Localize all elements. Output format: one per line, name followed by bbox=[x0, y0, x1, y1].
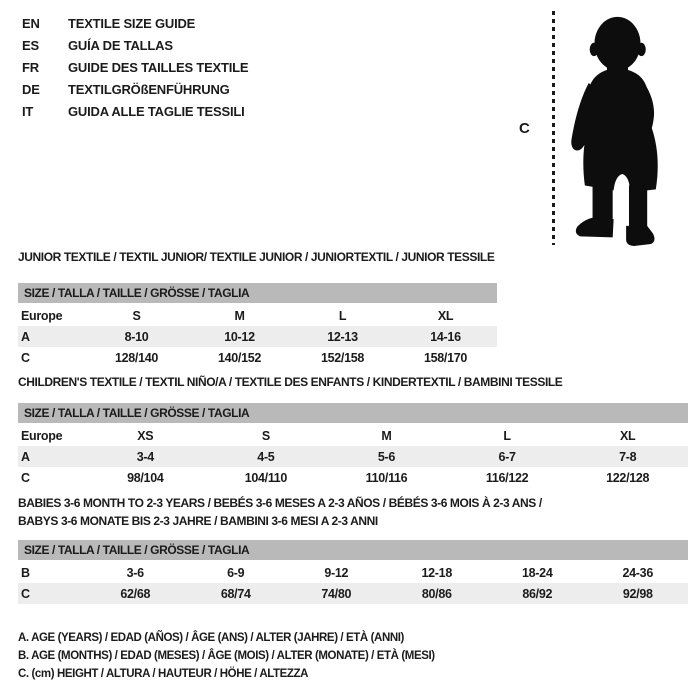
language-code: DE bbox=[22, 81, 40, 97]
table-cell: 140/152 bbox=[217, 350, 262, 365]
footnote-age-months: B. AGE (MONTHS) / EDAD (MESES) / ÂGE (MOIS) / ALTER (MONATE) / ETÀ (MESI) bbox=[18, 650, 435, 662]
table-cell: 10-12 bbox=[224, 329, 255, 344]
table-cell: 4-5 bbox=[257, 449, 275, 464]
table-cell: 9-12 bbox=[324, 565, 349, 580]
row-label: B bbox=[21, 565, 30, 580]
table-cell: L bbox=[338, 308, 347, 323]
babies-table-title-line1: BABIES 3-6 MONTH TO 2-3 YEARS / BEBÉS 3-6 MESES A 2-3 AÑOS / BÉBÉS 3-6 MOIS À 2-3 ANS / bbox=[18, 496, 542, 510]
table-cell: XL bbox=[437, 308, 454, 323]
table-cell: 6-9 bbox=[227, 565, 245, 580]
row-label: C bbox=[21, 586, 30, 601]
language-row-it bbox=[22, 100, 248, 122]
table-cell: 128/140 bbox=[114, 350, 159, 365]
language-code: ES bbox=[22, 37, 39, 53]
table-cell: S bbox=[132, 308, 141, 323]
junior-table-title: JUNIOR TEXTILE / TEXTIL JUNIOR/ TEXTILE JUNIOR / JUNIORTEXTIL / JUNIOR TESSILE bbox=[18, 250, 495, 264]
children-size-table bbox=[18, 403, 688, 488]
table-cell: M bbox=[234, 308, 245, 323]
table-cell: 8-10 bbox=[124, 329, 149, 344]
table-cell: 110/116 bbox=[365, 470, 408, 485]
size-header-bar: SIZE / TALLA / TAILLE / GRÖSSE / TAGLIA bbox=[18, 403, 688, 423]
language-title: TEXTILGRÖßENFÜHRUNG bbox=[68, 81, 230, 97]
footnote-height-cm: C. (cm) HEIGHT / ALTURA / HAUTEUR / HÖHE / ALTEZZA bbox=[18, 668, 309, 680]
size-header-bar: SIZE / TALLA / TAILLE / GRÖSSE / TAGLIA bbox=[18, 540, 688, 560]
row-label: C bbox=[21, 350, 30, 365]
table-cell: 12-13 bbox=[327, 329, 358, 344]
table-cell: 6-7 bbox=[498, 449, 516, 464]
junior-size-table bbox=[18, 283, 497, 368]
table-cell: 98/104 bbox=[127, 470, 164, 485]
row-label: C bbox=[21, 470, 30, 485]
table-cell: XL bbox=[619, 428, 636, 443]
row-label: Europe bbox=[21, 428, 63, 443]
row-label: A bbox=[21, 449, 30, 464]
size-header-bar: SIZE / TALLA / TAILLE / GRÖSSE / TAGLIA bbox=[18, 283, 497, 303]
language-code: FR bbox=[22, 59, 39, 75]
table-cell: 104/110 bbox=[244, 470, 288, 485]
table-row-age-years bbox=[18, 326, 497, 347]
footnote-age-years: A. AGE (YEARS) / EDAD (AÑOS) / ÂGE (ANS) / ALTER (JAHRE) / ETÀ (ANNI) bbox=[18, 632, 404, 644]
language-title: GUIDA ALLE TAGLIE TESSILI bbox=[68, 103, 245, 119]
table-cell: 86/92 bbox=[522, 586, 553, 601]
table-cell: S bbox=[261, 428, 270, 443]
table-cell: 80/86 bbox=[421, 586, 452, 601]
babies-size-table bbox=[18, 540, 688, 604]
table-row-age-years bbox=[18, 446, 688, 467]
height-measure-label: C bbox=[519, 120, 530, 137]
table-cell: 74/80 bbox=[321, 586, 352, 601]
language-title: TEXTILE SIZE GUIDE bbox=[68, 15, 196, 31]
language-row-en bbox=[22, 12, 248, 34]
table-cell: 12-18 bbox=[421, 565, 452, 580]
language-code: EN bbox=[22, 15, 40, 31]
table-row-europe bbox=[18, 305, 497, 326]
table-row-height-cm bbox=[18, 467, 688, 488]
table-cell: 92/98 bbox=[622, 586, 653, 601]
row-label: Europe bbox=[21, 308, 63, 323]
table-cell: 116/122 bbox=[485, 470, 529, 485]
language-row-fr bbox=[22, 56, 248, 78]
table-row-height-cm bbox=[18, 347, 497, 368]
children-table-title: CHILDREN'S TEXTILE / TEXTIL NIÑO/A / TEXTILE DES ENFANTS / KINDERTEXTIL / BAMBINI TESSILE bbox=[18, 375, 563, 389]
table-cell: 122/128 bbox=[606, 470, 650, 485]
table-cell: XS bbox=[137, 428, 154, 443]
height-measure-dashed-line bbox=[552, 11, 555, 245]
table-cell: 14-16 bbox=[430, 329, 461, 344]
table-cell: 24-36 bbox=[622, 565, 653, 580]
language-code: IT bbox=[22, 103, 34, 119]
table-cell: 18-24 bbox=[522, 565, 553, 580]
table-cell: 152/158 bbox=[320, 350, 365, 365]
footnote-legend bbox=[18, 629, 435, 683]
table-cell: L bbox=[503, 428, 511, 443]
table-cell: M bbox=[381, 428, 392, 443]
table-cell: 5-6 bbox=[377, 449, 396, 464]
toddler-silhouette-image bbox=[559, 6, 698, 252]
language-row-de bbox=[22, 78, 248, 100]
table-row-age-months bbox=[18, 562, 688, 583]
table-cell: 7-8 bbox=[619, 449, 637, 464]
language-title: GUÍA DE TALLAS bbox=[68, 37, 173, 53]
language-row-es bbox=[22, 34, 248, 56]
table-row-europe bbox=[18, 425, 688, 446]
language-title: GUIDE DES TAILLES TEXTILE bbox=[68, 59, 249, 75]
babies-table-title-line2: BABYS 3-6 MONATE BIS 2-3 JAHRE / BAMBINI 3-6 MESI A 2-3 ANNI bbox=[18, 514, 378, 528]
table-cell: 158/170 bbox=[423, 350, 468, 365]
language-title-list bbox=[22, 12, 248, 122]
row-label: A bbox=[21, 329, 30, 344]
table-cell: 62/68 bbox=[120, 586, 151, 601]
table-cell: 3-4 bbox=[136, 449, 154, 464]
table-row-height-cm bbox=[18, 583, 688, 604]
table-cell: 68/74 bbox=[220, 586, 251, 601]
table-cell: 3-6 bbox=[126, 565, 144, 580]
